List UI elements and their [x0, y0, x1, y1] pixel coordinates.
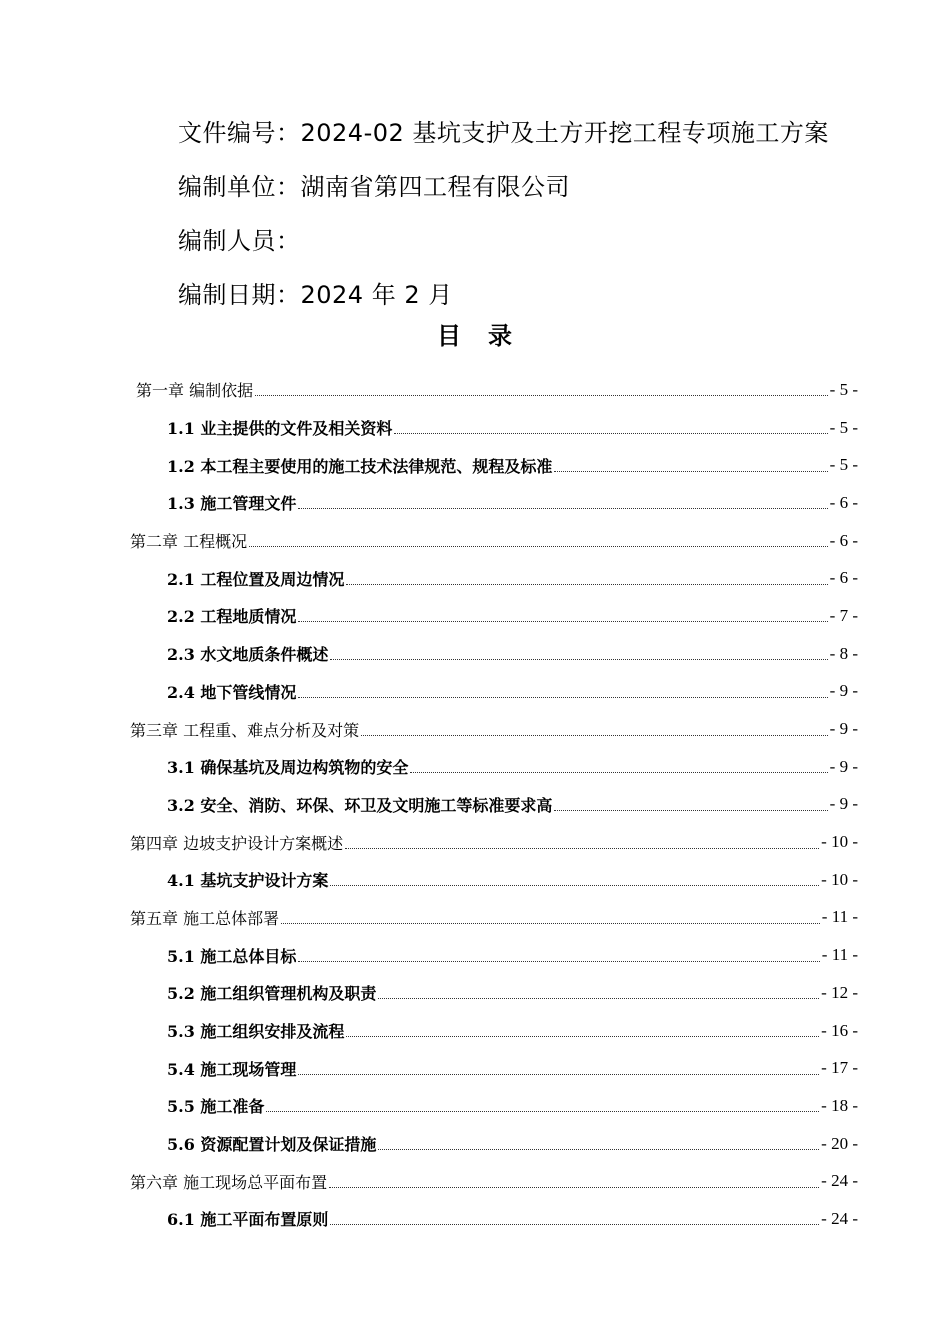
- toc-dot-leader: [298, 697, 827, 698]
- toc-section-entry[interactable]: [0, 1087, 950, 1125]
- toc-page-number: - 6 -: [829, 530, 858, 550]
- toc-entry-title: 第三章 工程重、难点分析及对策: [130, 720, 360, 740]
- compiling-people: 编制人员：: [178, 227, 301, 255]
- toc-page-number: - 20 -: [821, 1133, 858, 1153]
- toc-entry-title: 2.3 水文地质条件概述: [167, 645, 329, 665]
- compiling-unit: 编制单位：湖南省第四工程有限公司: [178, 173, 570, 201]
- toc-page-number: - 6 -: [829, 568, 858, 588]
- toc-entry-title: 3.2 安全、消防、环保、环卫及文明施工等标准要求高: [167, 795, 553, 815]
- toc-dot-leader: [281, 923, 820, 924]
- toc-entry-title: 第四章 边坡支护设计方案概述: [130, 833, 344, 853]
- toc-chapter-entry[interactable]: [0, 371, 950, 409]
- toc-entry-title: 第一章 编制依据: [136, 381, 254, 401]
- toc-entry-title: 2.1 工程位置及周边情况: [167, 569, 345, 589]
- toc-dot-leader: [554, 471, 827, 472]
- toc-page-number: - 6 -: [829, 492, 858, 512]
- toc-entry-title: 第二章 工程概况: [130, 532, 248, 552]
- toc-page-number: - 9 -: [829, 756, 858, 776]
- toc-dot-leader: [346, 1036, 819, 1037]
- toc-section-entry[interactable]: [0, 1012, 950, 1050]
- toc-entry-title: 5.5 施工准备: [167, 1097, 265, 1117]
- toc-page-number: - 9 -: [829, 681, 858, 701]
- toc-dot-leader: [554, 810, 827, 811]
- toc-page-number: - 5 -: [829, 379, 858, 399]
- toc-dot-leader: [330, 1224, 819, 1225]
- toc-dot-leader: [266, 1111, 819, 1112]
- toc-page-number: - 10 -: [821, 869, 858, 889]
- toc-dot-leader: [345, 848, 819, 849]
- toc-entry-title: 2.4 地下管线情况: [167, 682, 297, 702]
- toc-page-number: - 17 -: [821, 1058, 858, 1078]
- toc-page-number: - 24 -: [821, 1171, 858, 1191]
- toc-entry-title: 第五章 施工总体部署: [130, 908, 280, 928]
- toc-section-entry[interactable]: [0, 559, 950, 597]
- toc-chapter-entry[interactable]: [0, 710, 950, 748]
- doc-number: 文件编号：2024-02 基坑支护及土方开挖工程专项施工方案: [178, 119, 829, 147]
- toc-title-char-1: 目: [437, 322, 462, 350]
- toc-dot-leader: [329, 1187, 819, 1188]
- toc-dot-leader: [298, 1074, 819, 1075]
- toc-entry-title: 2.2 工程地质情况: [167, 607, 297, 627]
- toc-section-entry[interactable]: [0, 748, 950, 786]
- toc-section-entry[interactable]: [0, 597, 950, 635]
- toc-entry-title: 5.3 施工组织安排及流程: [167, 1022, 345, 1042]
- table-of-contents: [0, 371, 950, 1238]
- toc-entry-title: 第六章 施工现场总平面布置: [130, 1172, 328, 1192]
- toc-page-number: - 24 -: [821, 1208, 858, 1228]
- toc-dot-leader: [330, 659, 827, 660]
- toc-section-entry[interactable]: [0, 446, 950, 484]
- toc-section-entry[interactable]: [0, 786, 950, 824]
- toc-entry-title: 1.1 业主提供的文件及相关资料: [167, 419, 393, 439]
- toc-dot-leader: [330, 885, 819, 886]
- toc-section-entry[interactable]: [0, 1200, 950, 1238]
- toc-page-number: - 11 -: [821, 945, 858, 965]
- toc-page-number: - 7 -: [829, 605, 858, 625]
- toc-title: [0, 318, 950, 354]
- toc-dot-leader: [298, 508, 827, 509]
- toc-chapter-entry[interactable]: [0, 1162, 950, 1200]
- toc-entry-title: 1.2 本工程主要使用的施工技术法律规范、规程及标准: [167, 456, 553, 476]
- toc-page-number: - 5 -: [829, 417, 858, 437]
- toc-entry-title: 6.1 施工平面布置原则: [167, 1210, 329, 1230]
- toc-section-entry[interactable]: [0, 936, 950, 974]
- toc-dot-leader: [378, 1149, 819, 1150]
- toc-section-entry[interactable]: [0, 1125, 950, 1163]
- toc-page-number: - 12 -: [821, 982, 858, 1002]
- toc-section-entry[interactable]: [0, 861, 950, 899]
- toc-entry-title: 1.3 施工管理文件: [167, 494, 297, 514]
- toc-entry-title: 5.6 资源配置计划及保证措施: [167, 1135, 377, 1155]
- toc-section-entry[interactable]: [0, 409, 950, 447]
- toc-page-number: - 8 -: [829, 643, 858, 663]
- toc-entry-title: 5.2 施工组织管理机构及职责: [167, 984, 377, 1004]
- toc-section-entry[interactable]: [0, 673, 950, 711]
- toc-dot-leader: [249, 546, 828, 547]
- toc-dot-leader: [298, 961, 819, 962]
- toc-page-number: - 18 -: [821, 1095, 858, 1115]
- toc-dot-leader: [298, 621, 827, 622]
- toc-page-number: - 10 -: [821, 832, 858, 852]
- compiling-date: 编制日期：2024 年 2 月: [178, 281, 453, 309]
- toc-chapter-entry[interactable]: [0, 522, 950, 560]
- toc-dot-leader: [378, 998, 819, 999]
- toc-entry-title: 4.1 基坑支护设计方案: [167, 871, 329, 891]
- toc-section-entry[interactable]: [0, 635, 950, 673]
- toc-section-entry[interactable]: [0, 484, 950, 522]
- toc-entry-title: 3.1 确保基坑及周边构筑物的安全: [167, 758, 409, 778]
- toc-page-number: - 9 -: [829, 794, 858, 814]
- toc-dot-leader: [255, 395, 828, 396]
- document-header: [178, 106, 829, 322]
- toc-page-number: - 11 -: [821, 907, 858, 927]
- toc-page-number: - 16 -: [821, 1020, 858, 1040]
- toc-dot-leader: [394, 433, 827, 434]
- toc-section-entry[interactable]: [0, 974, 950, 1012]
- toc-dot-leader: [346, 584, 827, 585]
- toc-title-char-2: 录: [488, 322, 513, 350]
- toc-page-number: - 9 -: [829, 719, 858, 739]
- toc-page-number: - 5 -: [829, 455, 858, 475]
- toc-chapter-entry[interactable]: [0, 823, 950, 861]
- toc-dot-leader: [361, 735, 828, 736]
- toc-entry-title: 5.4 施工现场管理: [167, 1059, 297, 1079]
- toc-section-entry[interactable]: [0, 1049, 950, 1087]
- toc-chapter-entry[interactable]: [0, 899, 950, 937]
- toc-entry-title: 5.1 施工总体目标: [167, 946, 297, 966]
- toc-dot-leader: [410, 772, 827, 773]
